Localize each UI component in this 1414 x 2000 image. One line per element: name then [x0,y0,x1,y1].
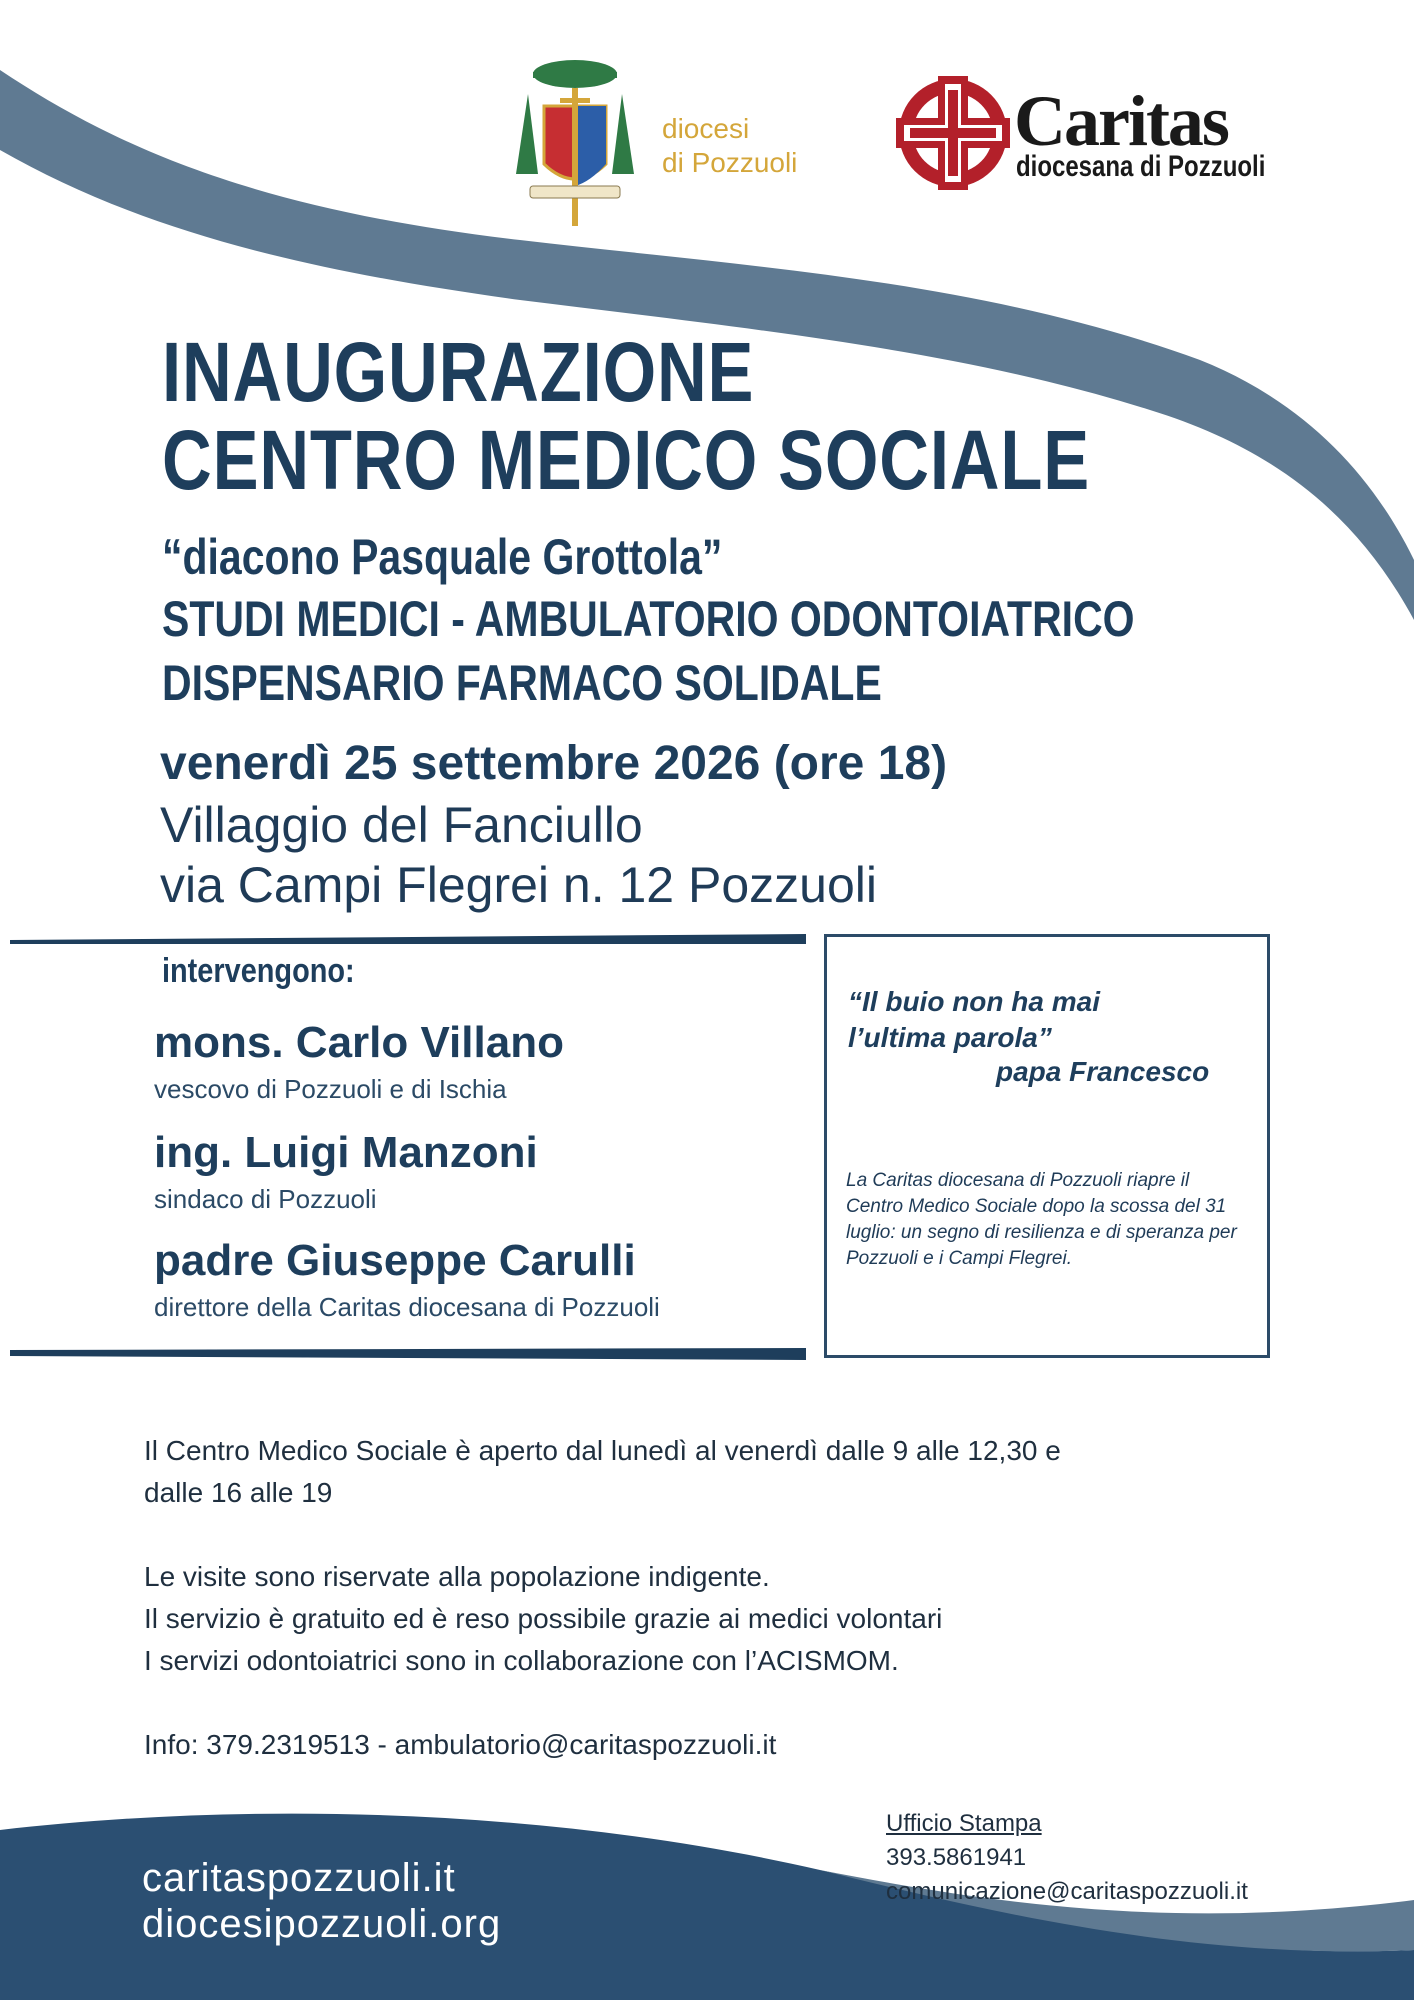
speaker-role: vescovo di Pozzuoli e di Ischia [154,1074,507,1104]
caritas-logo-subtitle: diocesana di Pozzuoli [1016,150,1266,183]
quote-line1: “Il buio non ha mai [848,986,1100,1017]
diocesi-line1: diocesi [662,113,750,144]
services-line1: STUDI MEDICI - AMBULATORIO ODONTOIATRICO [162,591,1135,647]
hours-line2: dalle 16 alle 19 [144,1477,333,1508]
speaker-name: mons. Carlo Villano [154,1018,564,1067]
dedication-title: “diacono Pasquale Grottola” [162,529,723,585]
contact-info: Info: 379.2319513 - ambulatorio@caritaspozzuoli.it [144,1729,777,1760]
press-office-phone: 393.5861941 [886,1844,1027,1871]
rule-line3: I servizi odontoiatrici sono in collaborazione con l’ACISMOM. [144,1645,899,1676]
coat-of-arms-logo [508,54,642,226]
hours-line1: Il Centro Medico Sociale è aperto dal lunedì al venerdì dalle 9 alle 12,30 e [144,1435,1061,1466]
page-title-line1: INAUGURAZIONE [162,325,755,419]
speaker-role: sindaco di Pozzuoli [154,1184,377,1214]
caritas-cross-icon [896,76,1010,190]
event-date: venerdì 25 settembre 2026 (ore 18) [160,737,948,790]
services-line2: DISPENSARIO FARMACO SOLIDALE [162,655,882,711]
quote-text [848,984,1100,1056]
speaker-name: ing. Luigi Manzoni [154,1128,538,1177]
diocesi-logo-text [662,112,797,180]
caritas-logo-name: Caritas [1014,81,1228,161]
event-place: Villaggio del Fanciullo [160,797,643,853]
press-office-heading: Ufficio Stampa [886,1810,1042,1837]
page-title-line2: CENTRO MEDICO SOCIALE [162,413,1090,507]
press-office-email: comunicazione@caritaspozzuoli.it [886,1878,1248,1905]
speaker-name: padre Giuseppe Carulli [154,1236,636,1285]
quote-author: papa Francesco [996,1056,1210,1087]
rule-line2: Il servizio è gratuito ed è reso possibile grazie ai medici volontari [144,1603,943,1634]
footer-site-caritas[interactable]: caritaspozzuoli.it [142,1856,456,1900]
speakers-heading: intervengono: [162,952,355,990]
quote-line2: l’ultima parola” [848,1022,1052,1053]
event-address: via Campi Flegrei n. 12 Pozzuoli [160,857,877,913]
diocesi-line2: di Pozzuoli [662,147,798,178]
quote-box-description: La Caritas diocesana di Pozzuoli riapre il Centro Medico Sociale dopo la scossa del 31 luglio: un segno di resilienza e di speranza per Pozzuoli e i Campi Flegrei. [846,1170,1237,1269]
footer-site-diocesi[interactable]: diocesipozzuoli.org [142,1902,502,1946]
rule-line1: Le visite sono riservate alla popolazione indigente. [144,1561,770,1592]
speaker-role: direttore della Caritas diocesana di Pozzuoli [154,1292,660,1322]
